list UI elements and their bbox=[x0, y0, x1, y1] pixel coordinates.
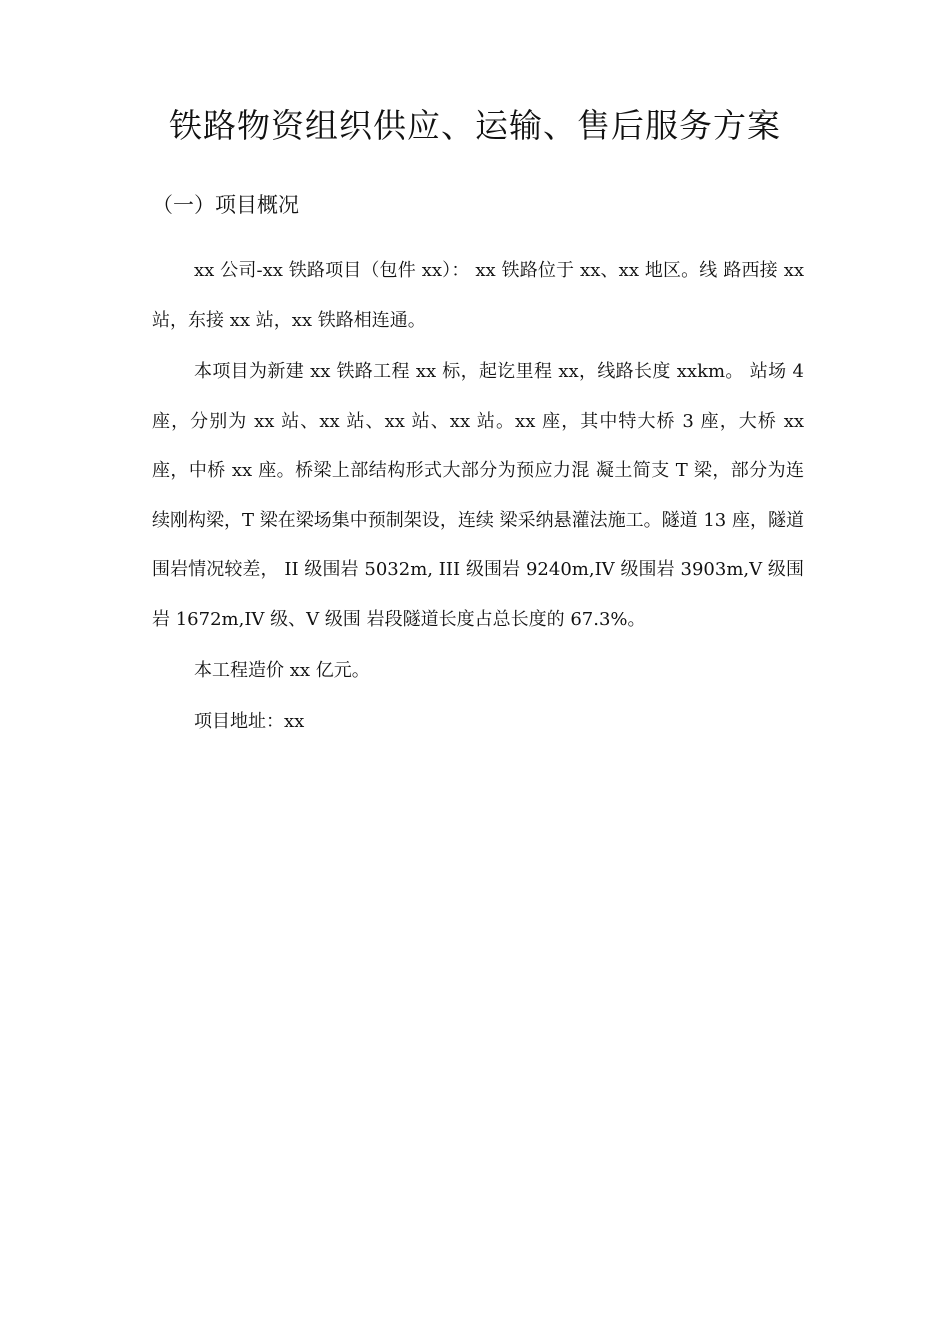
paragraph-project-cost: 本工程造价 xx 亿元。 bbox=[194, 660, 370, 681]
paragraph-project-scope: 本项目为新建 xx 铁路工程 xx 标，起讫里程 xx，线路长度 xxkm。 站场 4 座，分别为 xx 站、xx 站、xx 站、xx 站。xx 座，其中特大桥 3 座，大桥 xx 座，中桥 xx 座。桥梁上部结构形式大部分为预应力混 凝土简支 T 梁，部分为连续刚构梁，T 梁在梁场集中预制架设，连续 梁采纳悬灌法施工。隧道 13 座，隧道围岩情况较差， II 级围岩 5032m, III 级围岩 9240m,IV 级围岩 3903m,V 级围岩 1672m,IV 级、V 级围 岩段隧道长度占总长度的 67.3%。 bbox=[152, 361, 804, 630]
document-title: 铁路物资组织供应、运输、售后服务方案 bbox=[169, 106, 781, 145]
paragraph-project-location: xx 公司-xx 铁路项目（包件 xx）： xx 铁路位于 xx、xx 地区。线 路西接 xx 站，东接 xx 站，xx 铁路相连通。 bbox=[152, 260, 804, 331]
document-body bbox=[152, 246, 804, 746]
paragraph-project-address: 项目地址：xx bbox=[194, 711, 305, 732]
section-heading: （一）项目概况 bbox=[152, 193, 299, 217]
